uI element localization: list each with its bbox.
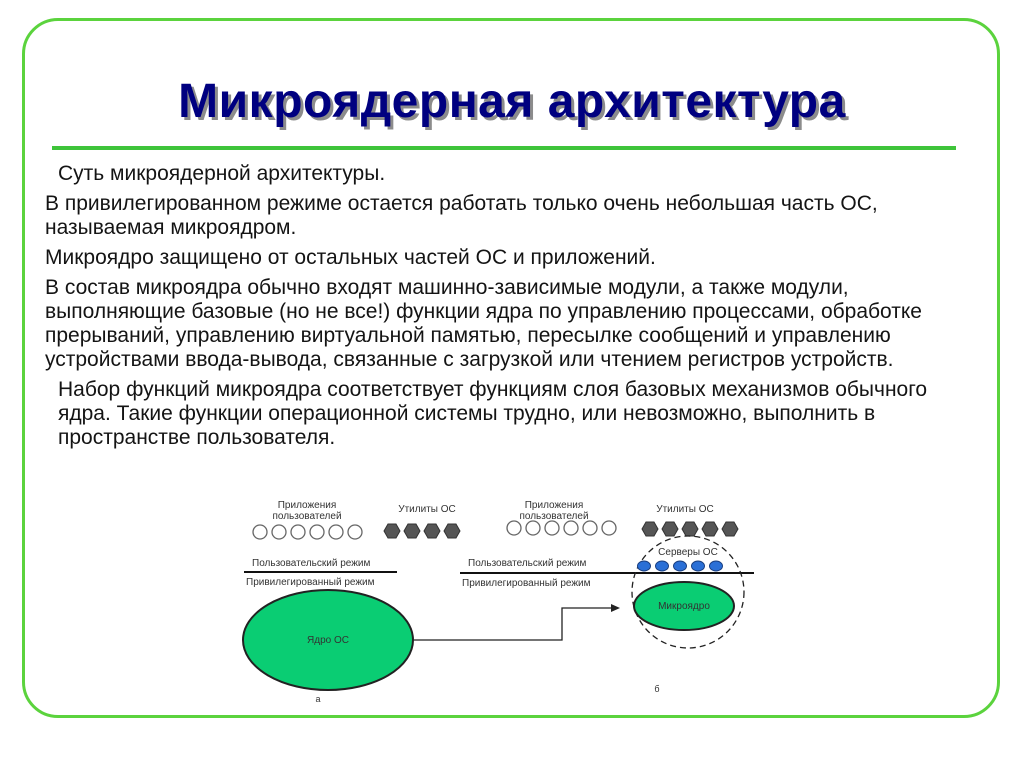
app-circle — [348, 525, 362, 539]
right-apps-label-1: Приложения — [524, 500, 584, 511]
title-divider — [52, 146, 956, 150]
paragraph-composition: В состав микроядра обычно входят машинно-зависимые модули, а также модули, выполняющие базовые (но не все!) функции ядра по управлению процессами, обработке прерываний, управлению виртуальной памятью, пересылке сообщений и управлению устройствами ввода-вывода, связанные с загрузкой или чтением регистров устройств. — [45, 276, 922, 371]
server-dot — [656, 561, 669, 571]
left-priv-mode-label: Привилегированный режим — [246, 577, 375, 588]
app-circle — [507, 521, 521, 535]
right-os-utilities — [642, 522, 738, 536]
right-user-mode-label: Пользовательский режим — [468, 558, 587, 569]
microkernel-label: Микроядро — [658, 601, 710, 612]
app-circle — [602, 521, 616, 535]
left-utils-label: Утилиты ОС — [398, 504, 456, 515]
app-circle — [272, 525, 286, 539]
os-kernel-label: Ядро ОС — [307, 635, 349, 646]
app-circle — [583, 521, 597, 535]
server-dot — [692, 561, 705, 571]
util-hexagon — [702, 522, 718, 536]
app-circle — [564, 521, 578, 535]
app-circle — [545, 521, 559, 535]
app-circle — [329, 525, 343, 539]
right-caption: б — [654, 684, 660, 694]
util-hexagon — [662, 522, 678, 536]
util-hexagon — [404, 524, 420, 538]
app-circle — [310, 525, 324, 539]
paragraph-privileged-mode: В привилегированном режиме остается работать только очень небольшая часть ОС, называемая микроядром. — [45, 192, 878, 239]
paragraph-functions: Набор функций микроядра соответствует функциям слоя базовых механизмов обычного ядра. Такие функции операционной системы трудно, или невозможно, выполнить в пространстве пользователя. — [58, 378, 928, 449]
right-apps-label-2: пользователей — [519, 511, 589, 522]
transition-arrow — [414, 608, 612, 640]
architecture-diagram — [232, 488, 772, 716]
util-hexagon — [642, 522, 658, 536]
left-caption: а — [315, 694, 321, 704]
slide-body — [45, 162, 965, 456]
os-servers-label: Серверы ОС — [658, 547, 718, 558]
util-hexagon — [424, 524, 440, 538]
util-hexagon — [384, 524, 400, 538]
util-hexagon — [682, 522, 698, 536]
right-priv-mode-label: Привилегированный режим — [462, 578, 591, 589]
left-user-apps — [253, 525, 362, 539]
right-user-apps — [507, 521, 616, 535]
paragraph-essence: Суть микроядерной архитектуры. — [58, 162, 386, 185]
paragraph-protection: Микроядро защищено от остальных частей ОС и приложений. — [45, 246, 656, 269]
app-circle — [291, 525, 305, 539]
server-dot — [638, 561, 651, 571]
server-dot — [674, 561, 687, 571]
slide-title: Микроядерная архитектура — [178, 75, 846, 128]
left-user-mode-label: Пользовательский режим — [252, 558, 371, 569]
left-os-utilities — [384, 524, 460, 538]
util-hexagon — [444, 524, 460, 538]
app-circle — [526, 521, 540, 535]
left-apps-label-2: пользователей — [272, 511, 342, 522]
server-dot — [710, 561, 723, 571]
arrow-head — [611, 604, 620, 612]
left-apps-label-1: Приложения — [277, 500, 337, 511]
right-utils-label: Утилиты ОС — [656, 504, 714, 515]
util-hexagon — [722, 522, 738, 536]
app-circle — [253, 525, 267, 539]
os-servers — [638, 561, 723, 571]
